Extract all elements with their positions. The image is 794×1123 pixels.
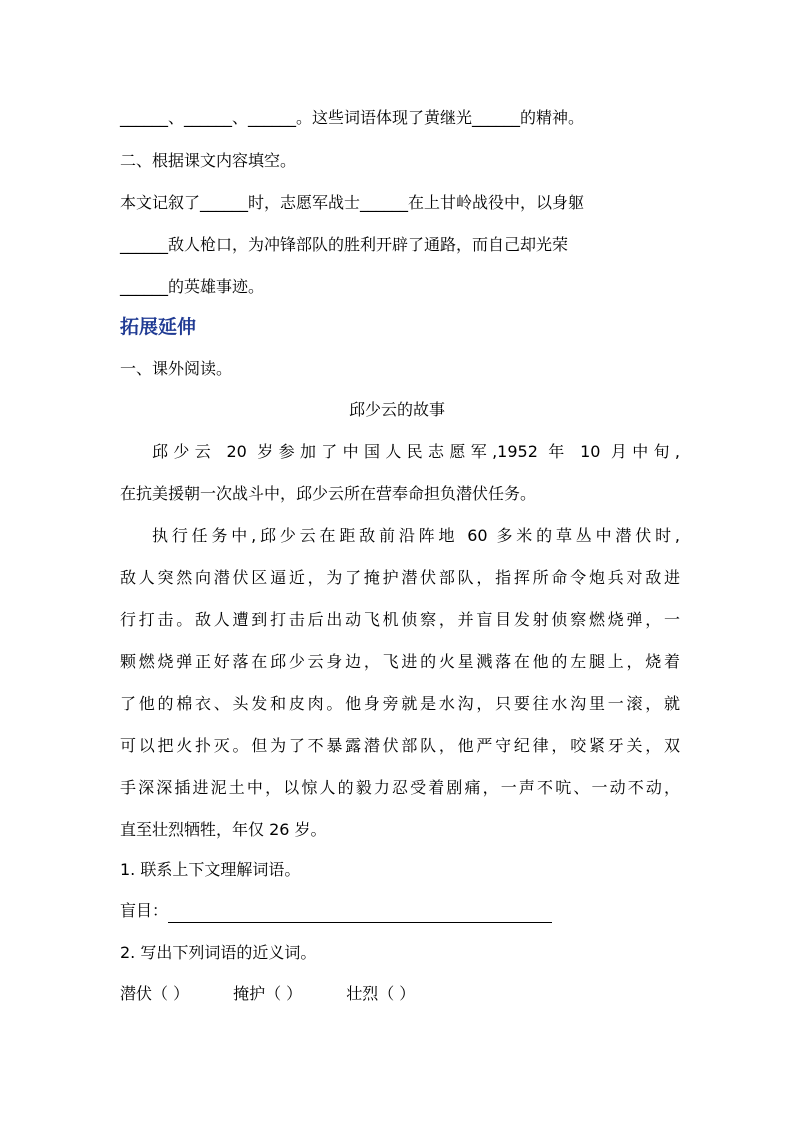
fill-blank-line-3: ______敌人枪口，为冲锋部队的胜利开辟了通路，而自己却光荣: [120, 235, 569, 254]
question-heading: 二、根据课文内容填空。: [120, 151, 297, 170]
story-title: 邱少云的故事: [348, 400, 445, 419]
synonym-item[interactable]: 掩护（ ）: [233, 984, 303, 1003]
fill-blank-line-1: ______、______、______。这些词语体现了黄继光______的精神。: [120, 108, 585, 127]
story-line: 可以把火扑灭。但为了不暴露潜伏部队，他严守纪律，咬紧牙关，双: [120, 736, 680, 755]
story-line: 敌人突然向潜伏区逼近，为了掩护潜伏部队，指挥所命令炮兵对敌进: [120, 568, 680, 587]
synonym-item[interactable]: 壮烈（ ）: [346, 984, 416, 1003]
answer-row-1: [120, 899, 680, 923]
story-line: 手深深插进泥土中，以惊人的毅力忍受着剧痛，一声不吭、一动不动，: [120, 778, 680, 797]
answer-label: 盲目：: [120, 901, 169, 920]
story-line: 了他的棉衣、头发和皮肉。他身旁就是水沟，只要往水沟里一滚，就: [120, 694, 680, 713]
story-line: 执行任务中,邱少云在距敌前沿阵地 60 多米的草丛中潜伏时,: [152, 526, 680, 545]
fill-blank-line-4: ______的英雄事迹。: [120, 277, 265, 296]
reading-instruction: 一、课外阅读。: [120, 359, 233, 378]
story-line: 颗燃烧弹正好落在邱少云身边，飞进的火星溅落在他的左腿上，烧着: [120, 652, 680, 671]
question-2: 2. 写出下列词语的近义词。: [120, 943, 317, 962]
answer-underline[interactable]: [168, 904, 552, 923]
synonym-row: [120, 982, 680, 1006]
question-1: 1. 联系上下文理解词语。: [120, 860, 301, 879]
story-line: 在抗美援朝一次战斗中，邱少云所在营奉命担负潜伏任务。: [120, 484, 537, 503]
story-line: 直至壮烈牺牲，年仅 26 岁。: [120, 820, 327, 839]
story-line: 邱少云 20 岁参加了中国人民志愿军,1952 年 10 月中旬,: [152, 442, 680, 461]
fill-blank-line-2: 本文记叙了______时，志愿军战士______在上甘岭战役中，以身躯: [120, 193, 585, 212]
synonym-item[interactable]: 潜伏（ ）: [120, 984, 190, 1003]
story-line: 行打击。敌人遭到打击后出动飞机侦察，并盲目发射侦察燃烧弹，一: [120, 610, 680, 629]
section-heading: 拓展延伸: [120, 316, 197, 338]
